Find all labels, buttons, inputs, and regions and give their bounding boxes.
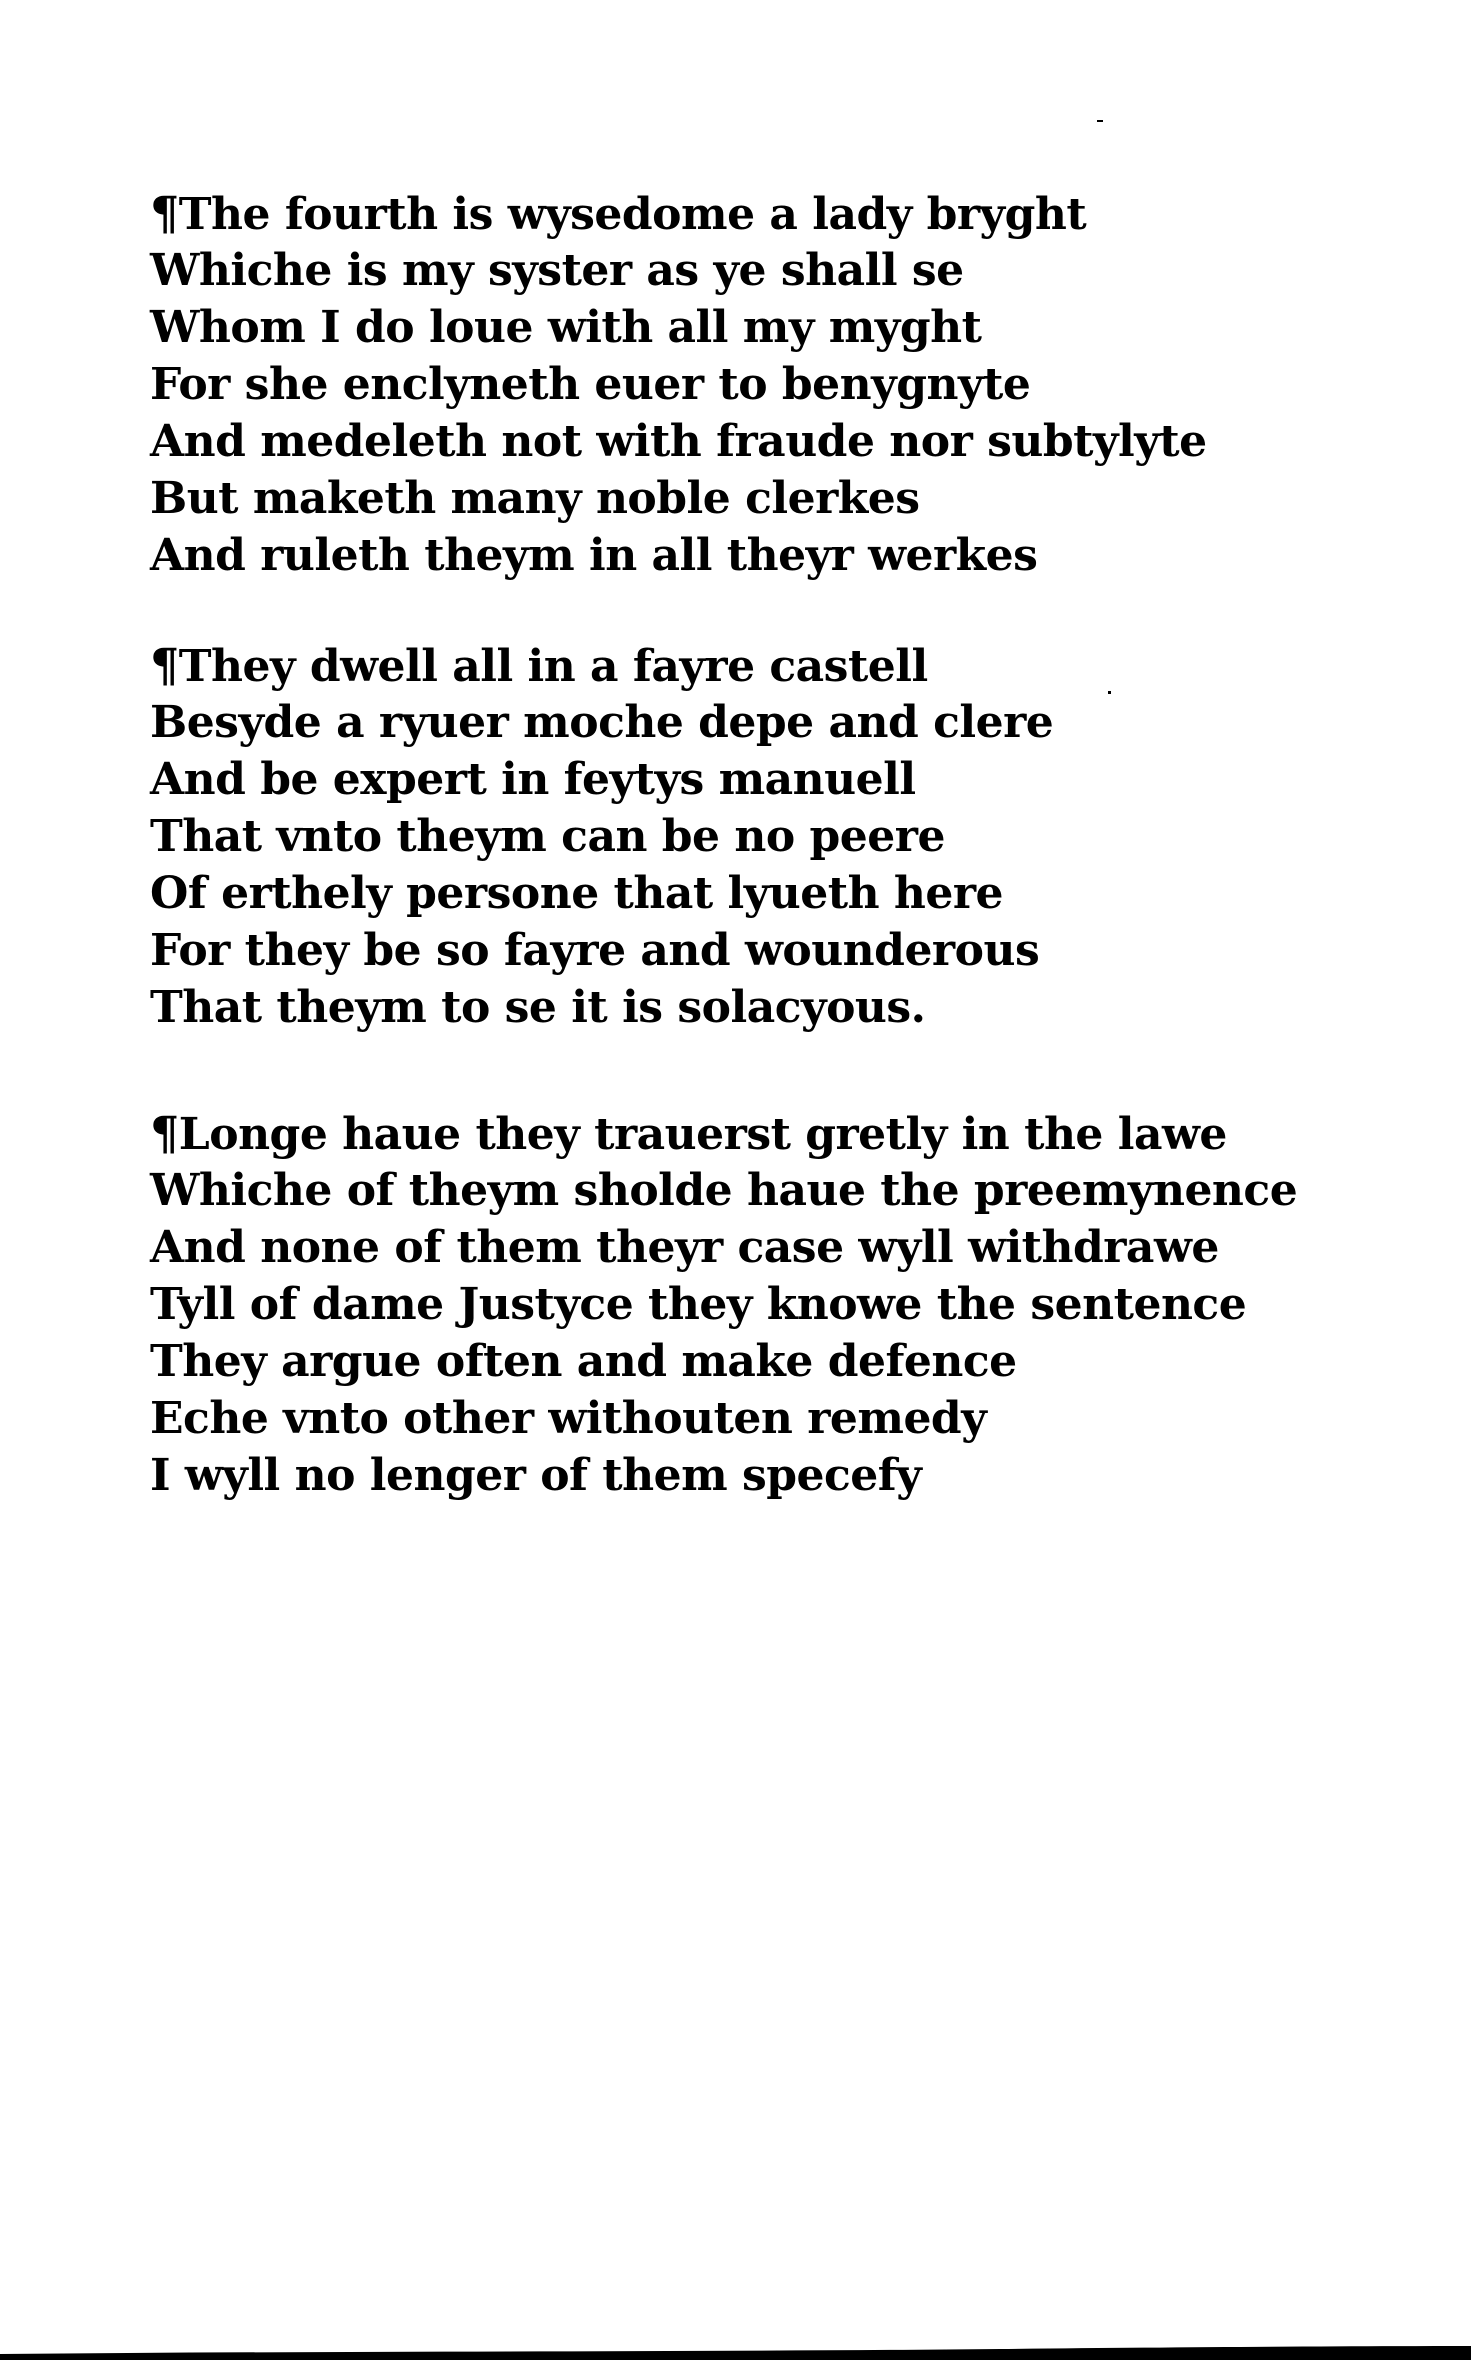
verse-line: That theym to se it is solacyous. [150,982,926,1033]
verse-line-text: The fourth is wysedome a lady bryght [178,189,1087,240]
page-edge-shadow [0,2346,1471,2360]
paragraph-mark: ¶ [150,186,179,240]
verse-line: Whiche is my syster as ye shall se [150,245,964,296]
stanza-3 [150,1105,1297,1504]
verse-line: Whom I do loue with all my myght [150,302,982,353]
verse-line: That vnto theym can be no peere [150,811,945,862]
verse-line: And be expert in feytys manuell [150,754,916,805]
paragraph-mark: ¶ [150,638,179,692]
verse-line: Of erthely persone that lyueth here [150,868,1004,919]
verse-line: And none of them theyr case wyll withdrawe [150,1222,1219,1273]
verse-line: Eche vnto other withouten remedy [150,1393,987,1444]
verse-line [150,637,1053,694]
ink-speck [1108,691,1111,694]
ink-speck [1097,120,1103,122]
verse-line [150,185,1207,242]
verse-line: And medeleth not with fraude nor subtylyte [150,416,1207,467]
verse-line: For they be so fayre and wounderous [150,925,1040,976]
verse-line-text: They dwell all in a fayre castell [178,641,928,692]
verse-line: Tyll of dame Justyce they knowe the sentence [150,1279,1247,1330]
verse-line: But maketh many noble clerkes [150,473,920,524]
verse-line-text: Longe haue they trauerst gretly in the lawe [178,1109,1227,1160]
verse-line: They argue often and make defence [150,1336,1017,1387]
verse-line: Besyde a ryuer moche depe and clere [150,697,1054,748]
verse-line: Whiche of theym sholde haue the preemynence [150,1165,1298,1216]
paragraph-mark: ¶ [150,1106,179,1160]
verse-line: And ruleth theym in all theyr werkes [150,530,1038,581]
verse-line [150,1105,1297,1162]
verse-line: For she enclyneth euer to benygnyte [150,359,1031,410]
stanza-2 [150,637,1053,1036]
stanza-1 [150,185,1207,584]
verse-line: I wyll no lenger of them specefy [150,1450,922,1501]
